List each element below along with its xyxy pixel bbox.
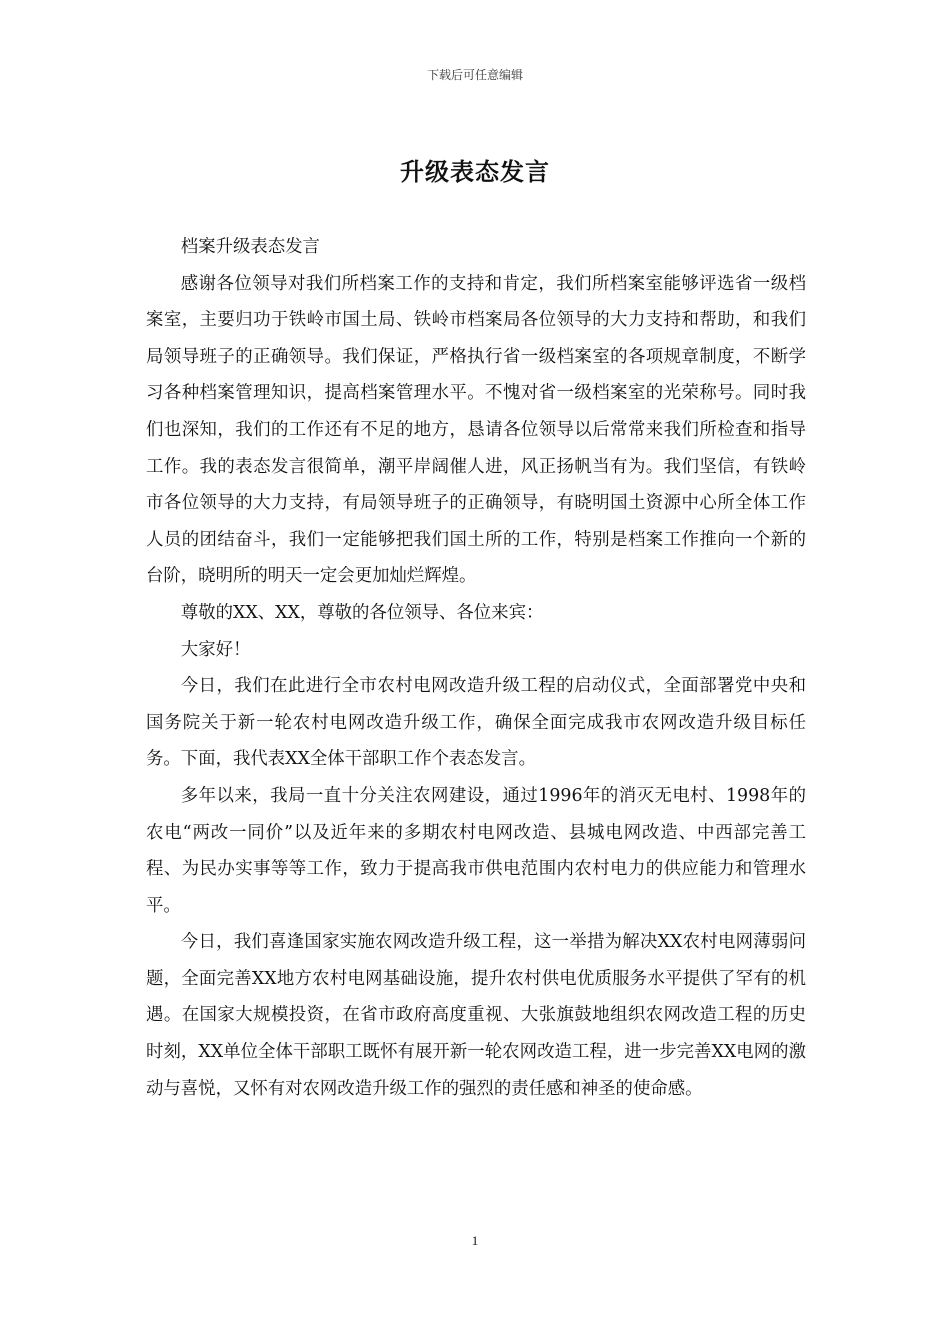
paragraph: 尊敬的XX、XX，尊敬的各位领导、各位来宾： [180, 602, 544, 623]
paragraph: 感谢各位领导对我们所档案工作的支持和肯定，我们所档案室能够评选省一级档案室，主要归功于铁岭市国土局、铁岭市档案局各位领导的大力支持和帮助，和我们局领导班子的正确领导。我们保证，严格执行省一级档案室的各项规章制度，不断学习各种档案管理知识，提高档案管理水平。不愧对省一级档案室的光荣称号。同时我们也深知，我们的工作还有不足的地方，恳请各位领导以后常常来我们所检查和指导工作。我的表态发言很简单，潮平岸阔催人进，风正扬帆当有为。我们坚信，有铁岭市各位领导的大力支持，有局领导班子的正确领导，有晓明国土资源中心所全体工作人员的团结奋斗，我们一定能够把我们国土所的工作，特别是档案工作推向一个新的台阶，晓明所的明天一定会更加灿烂辉煌。 [146, 273, 806, 587]
page-number: 1 [471, 1233, 479, 1248]
page-header: 下载后可任意编辑 [426, 68, 523, 82]
paragraph: 档案升级表态发言 [180, 237, 320, 257]
paragraph: 今日，我们在此进行全市农村电网改造升级工程的启动仪式，全面部署党中央和国务院关于新一轮农村电网改造升级工作，确保全面完成我市农网改造升级目标任务。下面，我代表XX全体干部职工作个表态发言。 [146, 676, 806, 770]
document-title: 升级表态发言 [400, 158, 550, 186]
paragraph: 今日，我们喜逢国家实施农网改造升级工程，这一举措为解决XX农村电网薄弱问题，全面完善XX地方农村电网基础设施，提升农村供电优质服务水平提供了罕有的机遇。在国家大规模投资，在省市政府高度重视、大张旗鼓地组织农网改造工程的历史时刻，XX单位全体干部职工既怀有展开新一轮农网改造工程，进一步完善XX电网的激动与喜悦，又怀有对农网改造升级工作的强烈的责任感和神圣的使命感。 [146, 932, 806, 1099]
paragraph: 大家好！ [180, 639, 251, 660]
document-body [146, 229, 806, 1107]
paragraph: 多年以来，我局一直十分关注农网建设，通过1996年的消灭无电村、1998年的农电“两改一同价”以及近年来的多期农村电网改造、县城电网改造、中西部完善工程、为民办实事等等工作，致力于提高我市供电范围内农村电力的供应能力和管理水平。 [146, 785, 806, 916]
